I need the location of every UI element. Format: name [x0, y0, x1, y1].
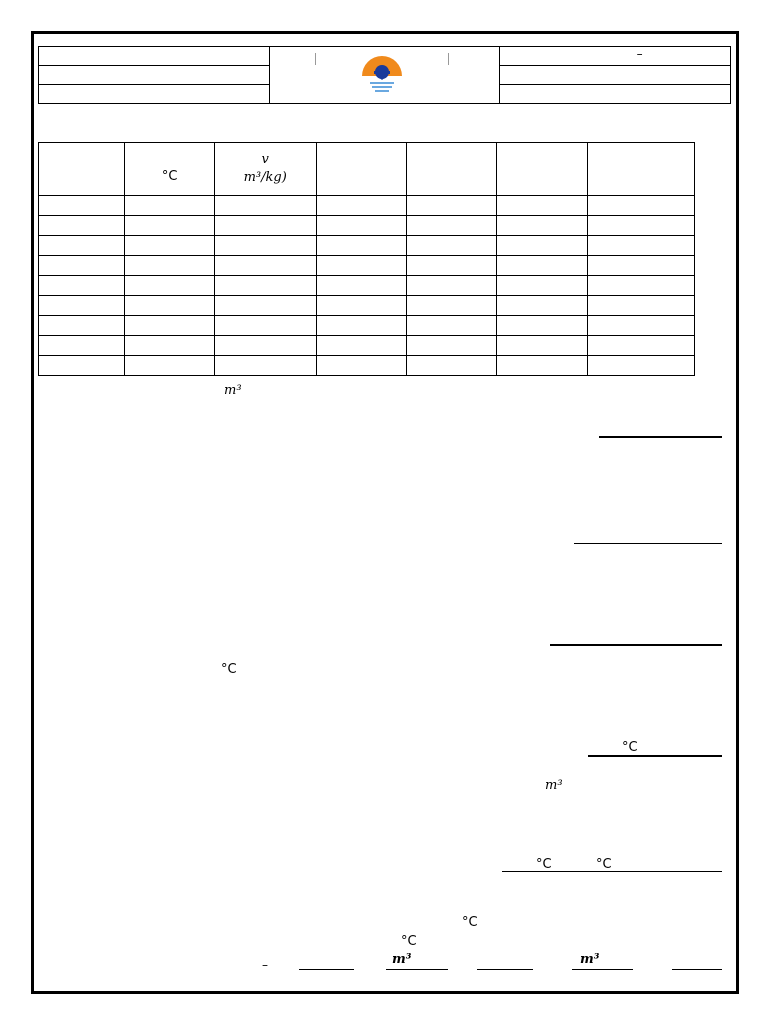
- table-cell[interactable]: [406, 336, 496, 356]
- table-cell[interactable]: [316, 236, 406, 256]
- table-cell[interactable]: [406, 316, 496, 336]
- table-cell[interactable]: [587, 296, 694, 316]
- table-cell[interactable]: [316, 336, 406, 356]
- col-header-specific-volume: [214, 143, 316, 196]
- answer-line-4[interactable]: [588, 755, 722, 757]
- table-cell[interactable]: [125, 316, 215, 336]
- final-dash: –: [262, 958, 268, 972]
- table-cell[interactable]: [39, 276, 125, 296]
- table-row: [39, 356, 695, 376]
- table-cell[interactable]: [587, 196, 694, 216]
- answer-line-6[interactable]: [299, 969, 354, 970]
- table-cell[interactable]: [316, 256, 406, 276]
- col-header-7: [587, 143, 694, 196]
- unit-degc-f: °C: [401, 934, 417, 949]
- header-cell-right-1: [499, 47, 730, 66]
- table-cell[interactable]: [316, 276, 406, 296]
- table-cell[interactable]: [497, 316, 587, 336]
- v-unit: m³/kg): [243, 170, 287, 185]
- table-cell[interactable]: [125, 276, 215, 296]
- header-dash: –: [636, 47, 643, 61]
- answer-line-1[interactable]: [599, 436, 722, 438]
- table-row: [39, 276, 695, 296]
- table-cell[interactable]: [406, 356, 496, 376]
- table-cell[interactable]: [125, 216, 215, 236]
- answer-line-5[interactable]: [502, 871, 722, 872]
- col-header-temp: °C: [125, 143, 215, 196]
- table-cell[interactable]: [39, 196, 125, 216]
- header-cell-left-1: [39, 47, 270, 66]
- col-header-5: [406, 143, 496, 196]
- table-cell[interactable]: [214, 336, 316, 356]
- institution-logo-icon: [358, 52, 406, 96]
- table-cell[interactable]: [587, 216, 694, 236]
- table-cell[interactable]: [39, 256, 125, 276]
- table-cell[interactable]: [497, 276, 587, 296]
- unit-m3-a: m³: [224, 383, 242, 398]
- table-cell[interactable]: [214, 356, 316, 376]
- answer-line-3[interactable]: [550, 644, 722, 646]
- table-cell[interactable]: [316, 316, 406, 336]
- table-row: [39, 216, 695, 236]
- table-cell[interactable]: [316, 196, 406, 216]
- table-cell[interactable]: [125, 256, 215, 276]
- table-cell[interactable]: [587, 256, 694, 276]
- unit-degc-d: °C: [596, 857, 612, 872]
- table-cell[interactable]: [406, 256, 496, 276]
- table-row: [39, 256, 695, 276]
- table-cell[interactable]: [214, 316, 316, 336]
- table-cell[interactable]: [39, 216, 125, 236]
- header-cell-left-3: [39, 85, 270, 104]
- table-cell[interactable]: [406, 216, 496, 236]
- answer-line-7[interactable]: [386, 969, 448, 970]
- table-cell[interactable]: [214, 296, 316, 316]
- header-cell-left-2: [39, 66, 270, 85]
- unit-degc-c: °C: [536, 857, 552, 872]
- table-cell[interactable]: [214, 276, 316, 296]
- table-cell[interactable]: [39, 356, 125, 376]
- table-cell[interactable]: [125, 356, 215, 376]
- table-cell[interactable]: [497, 336, 587, 356]
- unit-m3-d: m³: [580, 952, 600, 967]
- logo-divider-right: [448, 53, 449, 65]
- table-cell[interactable]: [125, 236, 215, 256]
- table-cell[interactable]: [587, 356, 694, 376]
- col-header-4: [316, 143, 406, 196]
- table-cell[interactable]: [406, 236, 496, 256]
- table-cell[interactable]: [497, 296, 587, 316]
- data-table: [38, 142, 695, 376]
- unit-degc-e: °C: [462, 915, 478, 930]
- table-cell[interactable]: [316, 216, 406, 236]
- table-cell[interactable]: [125, 336, 215, 356]
- table-cell[interactable]: [214, 216, 316, 236]
- table-cell[interactable]: [39, 336, 125, 356]
- header-logo-cell: [270, 47, 499, 104]
- table-cell[interactable]: [497, 196, 587, 216]
- table-cell[interactable]: [125, 196, 215, 216]
- table-row: [39, 336, 695, 356]
- table-cell[interactable]: [406, 296, 496, 316]
- header-cell-right-3: [499, 85, 730, 104]
- table-cell[interactable]: [125, 296, 215, 316]
- unit-m3-b: m³: [545, 778, 563, 793]
- unit-m3-c: m³: [392, 952, 412, 967]
- answer-line-9[interactable]: [572, 969, 633, 970]
- table-row: [39, 316, 695, 336]
- answer-line-8[interactable]: [477, 969, 533, 970]
- unit-degc-a: °C: [221, 662, 237, 677]
- table-cell[interactable]: [316, 296, 406, 316]
- table-cell[interactable]: [497, 256, 587, 276]
- table-cell[interactable]: [497, 236, 587, 256]
- table-cell[interactable]: [406, 196, 496, 216]
- col-header-1: [39, 143, 125, 196]
- table-cell[interactable]: [316, 356, 406, 376]
- table-cell[interactable]: [39, 236, 125, 256]
- answer-line-10[interactable]: [672, 969, 722, 970]
- table-cell[interactable]: [497, 216, 587, 236]
- header-cell-right-2: [499, 66, 730, 85]
- table-row: [39, 236, 695, 256]
- table-cell[interactable]: [39, 296, 125, 316]
- table-cell[interactable]: [214, 196, 316, 216]
- v-symbol: v: [261, 152, 269, 167]
- table-cell[interactable]: [39, 316, 125, 336]
- table-cell[interactable]: [214, 256, 316, 276]
- table-cell[interactable]: [587, 336, 694, 356]
- table-cell[interactable]: [497, 356, 587, 376]
- table-row: [39, 196, 695, 216]
- col-header-6: [497, 143, 587, 196]
- unit-degc-b: °C: [622, 740, 638, 755]
- table-row: [39, 296, 695, 316]
- table-cell[interactable]: [587, 236, 694, 256]
- answer-line-2[interactable]: [574, 543, 722, 544]
- header-table: [38, 46, 731, 104]
- table-cell[interactable]: [587, 316, 694, 336]
- logo-divider-left: [315, 53, 316, 65]
- table-cell[interactable]: [214, 236, 316, 256]
- table-cell[interactable]: [587, 276, 694, 296]
- table-cell[interactable]: [406, 276, 496, 296]
- table-body: [39, 196, 695, 376]
- table-header-row: [39, 143, 695, 196]
